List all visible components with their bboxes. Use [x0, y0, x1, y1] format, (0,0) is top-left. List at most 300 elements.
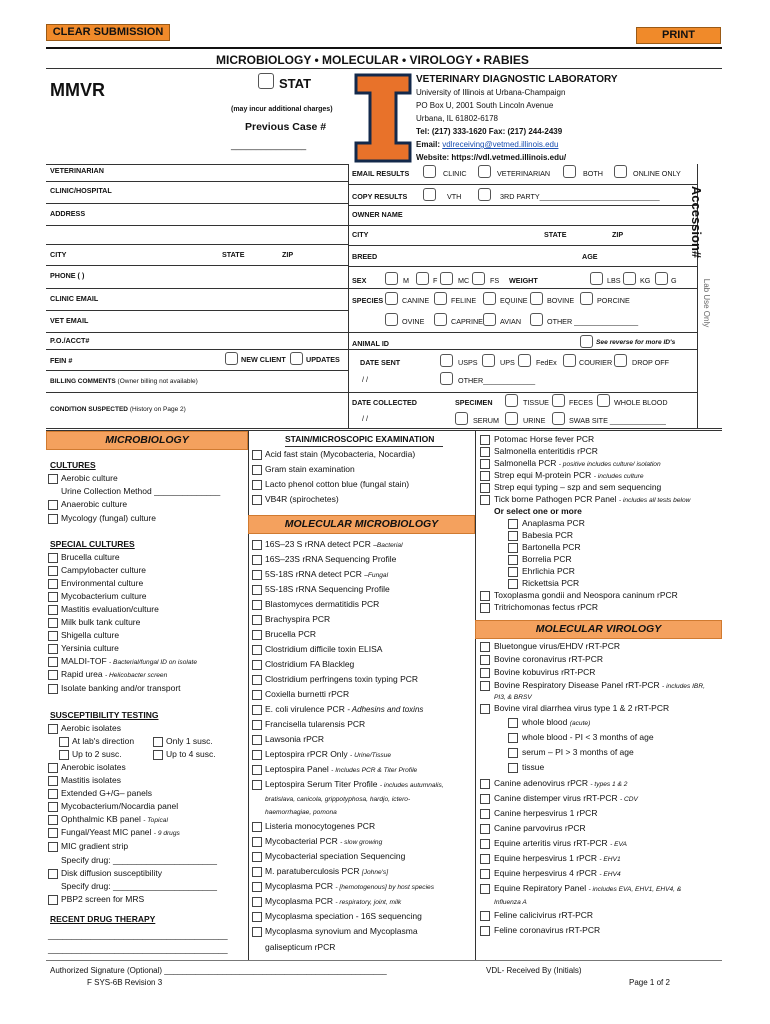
ship-ups-checkbox[interactable]	[482, 354, 495, 367]
leptospira-titer-title: Leptospira Serum Titer Profile	[265, 779, 378, 789]
ehv1-label	[494, 853, 621, 865]
strep-equi-m-checkbox[interactable]	[480, 471, 490, 481]
mycobacterium-panel-checkbox[interactable]	[48, 802, 58, 812]
campylobacter-culture-checkbox[interactable]	[48, 566, 58, 576]
bluetongue-checkbox[interactable]	[480, 642, 490, 652]
ehv1-title: Equine herpesvirus 1 rPCR	[494, 853, 597, 863]
mycobacterium-culture-checkbox[interactable]	[48, 592, 58, 602]
weight-kg-checkbox[interactable]	[623, 272, 636, 285]
ecoli-note: - Adhesins and toxins	[347, 705, 424, 714]
shigella-culture-checkbox[interactable]	[48, 631, 58, 641]
copy-vth-label: VTH	[447, 192, 462, 201]
clostridium-fa-checkbox[interactable]	[252, 660, 262, 670]
lab-address-1: University of Illinois at Urbana-Champaign	[416, 88, 566, 97]
ecoli-title: E. coli virulence PCR	[265, 704, 345, 714]
equine-resp-note-2: Influenza A	[494, 899, 527, 906]
bartonella-label: Bartonella PCR	[522, 542, 581, 552]
billing-comments-title: BILLING COMMENTS	[50, 378, 116, 385]
brd-panel-note: - includes IBR,	[662, 683, 705, 690]
canine-parvo-checkbox[interactable]	[480, 824, 490, 834]
ship-courier-label: COURIER	[579, 358, 613, 367]
brd-panel-title: Bovine Respiratory Disease Panel rRT-PCR	[494, 680, 660, 690]
mic-gradient-checkbox[interactable]	[48, 842, 58, 852]
gram-stain-label: Gram stain examination	[265, 464, 355, 474]
aerobic-culture-label: Aerobic culture	[61, 473, 118, 483]
phone-label: PHONE ( )	[50, 271, 85, 280]
potomac-label: Potomac Horse fever PCR	[494, 434, 595, 444]
sex-label: SEX	[352, 276, 367, 285]
online-only-label: ONLINE ONLY	[633, 169, 681, 178]
leptospira-titer-checkbox[interactable]	[252, 780, 262, 790]
salmonella-ent-checkbox[interactable]	[480, 447, 490, 457]
form-code: MMVR	[50, 80, 105, 100]
equine-arteritis-title: Equine arteritis virus rRT-PCR	[494, 838, 608, 848]
sex-m-checkbox[interactable]	[385, 272, 398, 285]
extended-panels-label: Extended G+/G– panels	[61, 788, 152, 798]
leptospira-panel-title: Leptospira Panel	[265, 764, 329, 774]
clinic-label: CLINIC/HOSPITAL	[50, 186, 112, 195]
clinic-email-label: CLINIC EMAIL	[50, 294, 99, 303]
species-ovine-checkbox[interactable]	[385, 313, 398, 326]
owner-state-label: STATE	[544, 230, 567, 239]
stat-note: (may incur additional charges)	[231, 106, 333, 113]
brachyspira-checkbox[interactable]	[252, 615, 262, 625]
potomac-checkbox[interactable]	[480, 435, 490, 445]
bvd-tissue-checkbox[interactable]	[508, 763, 518, 773]
ehv1-note: - EHV1	[599, 856, 621, 863]
mycoplasma-resp-checkbox[interactable]	[252, 897, 262, 907]
specimen-whole-blood-checkbox[interactable]	[597, 394, 610, 407]
bvd-whole-blood-pi-checkbox[interactable]	[508, 733, 518, 743]
mycobacterial-pcr-title: Mycobacterial PCR	[265, 836, 338, 846]
copy-vth-checkbox[interactable]	[423, 188, 436, 201]
ehrlichia-label: Ehrlichia PCR	[522, 566, 575, 576]
email-results-label: EMAIL RESULTS	[352, 169, 410, 178]
ecoli-label	[265, 704, 423, 715]
5s-detect-note: –Fungal	[364, 572, 389, 579]
microbiology-header: MICROBIOLOGY	[46, 431, 248, 450]
salmonella-pcr-label	[494, 458, 661, 470]
lab-email-label: Email:	[416, 140, 441, 149]
isolate-banking-checkbox[interactable]	[48, 684, 58, 694]
shigella-culture-label: Shigella culture	[61, 630, 120, 640]
date-sent-label: DATE SENT	[360, 358, 401, 367]
equine-arteritis-checkbox[interactable]	[480, 839, 490, 849]
bvd-whole-blood-pi-label: whole blood - PI < 3 months of age	[522, 732, 654, 742]
specimen-urine-checkbox[interactable]	[505, 412, 518, 425]
16s-detect-title: 16S–23 S rRNA detect PCR	[265, 539, 371, 549]
isolate-banking-label: Isolate banking and/or transport	[61, 683, 181, 693]
copy-third-party-label: 3RD PARTY______________________________	[500, 192, 660, 201]
condition-suspected-title: CONDITION SUSPECTED	[50, 406, 129, 413]
salmonella-pcr-note: - positive includes culture/ isolation	[558, 461, 661, 468]
blastomyces-checkbox[interactable]	[252, 600, 262, 610]
bovine-corona-checkbox[interactable]	[480, 655, 490, 665]
up-to-4-susc-label: Up to 4 susc.	[166, 749, 216, 759]
milk-bulk-tank-checkbox[interactable]	[48, 618, 58, 628]
leptospira-titer-label	[265, 779, 444, 791]
age-label: AGE	[582, 252, 598, 261]
specimen-serum-checkbox[interactable]	[455, 412, 468, 425]
molecular-microbiology-header: MOLECULAR MICROBIOLOGY	[248, 515, 475, 534]
brd-panel-label	[494, 680, 705, 692]
mastitis-isolates-checkbox[interactable]	[48, 776, 58, 786]
previous-case-label: Previous Case #	[245, 121, 327, 133]
c-perfringens-label: Clostridium perfringens toxin typing PCR	[265, 674, 419, 684]
species-label: SPECIES	[352, 296, 384, 305]
5s-seq-checkbox[interactable]	[252, 585, 262, 595]
specimen-feces-label: FECES	[569, 398, 593, 407]
canine-distemper-label	[494, 793, 638, 805]
owner-zip-label: ZIP	[612, 230, 624, 239]
email-clinic-checkbox[interactable]	[423, 165, 436, 178]
ehrlichia-checkbox[interactable]	[508, 567, 518, 577]
form-title: MICROBIOLOGY • MOLECULAR • VIROLOGY • RABIES	[216, 53, 529, 67]
feline-calici-checkbox[interactable]	[480, 911, 490, 921]
email-clinic-label: CLINIC	[443, 169, 467, 178]
acid-fast-label: Acid fast stain (Mycobacteria, Nocardia)	[265, 449, 416, 459]
ship-fedex-checkbox[interactable]	[518, 354, 531, 367]
mycobacterial-seq-checkbox[interactable]	[252, 852, 262, 862]
copy-third-party-checkbox[interactable]	[478, 188, 491, 201]
strep-equi-typing-checkbox[interactable]	[480, 483, 490, 493]
gram-stain-checkbox[interactable]	[252, 465, 262, 475]
ship-drop-off-label: DROP OFF	[632, 358, 670, 367]
updates-checkbox[interactable]	[290, 352, 303, 365]
brucella-culture-label: Brucella culture	[61, 552, 120, 562]
disk-diffusion-checkbox[interactable]	[48, 869, 58, 879]
mycoplasma-synov-checkbox[interactable]	[252, 927, 262, 937]
paratuberculosis-note: [Johne's]	[361, 869, 389, 876]
rapid-urea-checkbox[interactable]	[48, 670, 58, 680]
sex-fs-checkbox[interactable]	[472, 272, 485, 285]
print-button[interactable]: PRINT	[636, 27, 721, 44]
email-both-label: BOTH	[583, 169, 603, 178]
mycoplasma-resp-title: Mycoplasma PCR	[265, 896, 334, 906]
species-other-label: OTHER ________________	[547, 317, 639, 326]
leptospira-rpcr-title: Leptospira rPCR Only	[265, 749, 348, 759]
accession-label: Accession#	[689, 185, 705, 259]
ophthalmic-panel-title: Ophthalmic KB panel	[61, 814, 141, 824]
bvd-serum-checkbox[interactable]	[508, 748, 518, 758]
labs-direction-checkbox[interactable]	[59, 737, 69, 747]
ehv4-title: Equine herpesvirus 4 rPCR	[494, 868, 597, 878]
toxoplasma-checkbox[interactable]	[480, 591, 490, 601]
po-acct-label: P.O./ACCT#	[50, 336, 90, 345]
fungal-mic-note: - 9 drugs	[153, 830, 180, 837]
species-canine-label: CANINE	[402, 296, 430, 305]
milk-bulk-tank-label: Milk bulk tank culture	[61, 617, 141, 627]
lacto-phenol-checkbox[interactable]	[252, 480, 262, 490]
brucella-culture-checkbox[interactable]	[48, 553, 58, 563]
mycoplasma-hemo-label	[265, 881, 434, 893]
francisella-checkbox[interactable]	[252, 720, 262, 730]
mastitis-isolates-label: Mastitis isolates	[61, 775, 121, 785]
lab-phone: Tel: (217) 333-1620 Fax: (217) 244-2439	[416, 127, 563, 136]
breed-label: BREED	[352, 252, 378, 261]
tick-borne-note: - includes all tests below	[618, 497, 691, 504]
page-number: Page 1 of 2	[629, 978, 670, 987]
specimen-serum-label: SERUM	[473, 416, 499, 425]
aerobic-isolates-label: Aerobic isolates	[61, 723, 122, 733]
mastitis-culture-checkbox[interactable]	[48, 605, 58, 615]
bvd-serum-label: serum – PI > 3 months of age	[522, 747, 634, 757]
signature-field[interactable]: Authorized Signature (Optional) __________________________________________________	[50, 966, 387, 975]
extended-panels-checkbox[interactable]	[48, 789, 58, 799]
anerobic-isolates-label: Anerobic isolates	[61, 762, 126, 772]
c-difficile-label: Clostridium difficile toxin ELISA	[265, 644, 383, 654]
strep-equi-m-note: - includes culture	[593, 473, 644, 480]
equine-resp-label	[494, 883, 681, 895]
species-porcine-checkbox[interactable]	[580, 292, 593, 305]
zip-label: ZIP	[282, 250, 294, 259]
pbp2-checkbox[interactable]	[48, 895, 58, 905]
campylobacter-culture-label: Campylobacter culture	[61, 565, 147, 575]
listeria-checkbox[interactable]	[252, 822, 262, 832]
bovine-corona-label: Bovine coronavirus rRT-PCR	[494, 654, 603, 664]
yersinia-culture-checkbox[interactable]	[48, 644, 58, 654]
16s-detect-note: –Bacterial	[373, 542, 403, 549]
address-label: ADDRESS	[50, 209, 86, 218]
ehv4-checkbox[interactable]	[480, 869, 490, 879]
maldi-tof-note: - Bacterial/fungal ID on isolate	[109, 659, 197, 666]
16s-detect-label	[265, 539, 403, 551]
mycobacterium-panel-label: Mycobacterium/Nocardia panel	[61, 801, 179, 811]
mycology-culture-checkbox[interactable]	[48, 514, 58, 524]
blastomyces-label: Blastomyces dermatitidis PCR	[265, 599, 380, 609]
canine-distemper-title: Canine distemper virus rRT-PCR	[494, 793, 618, 803]
rickettsia-checkbox[interactable]	[508, 579, 518, 589]
strep-equi-m-label	[494, 470, 644, 482]
mic-drug-field[interactable]: Specify drug: ______________________	[61, 855, 217, 865]
sex-mc-checkbox[interactable]	[440, 272, 453, 285]
salmonella-pcr-title: Salmonella PCR	[494, 458, 557, 468]
canine-parvo-label: Canine parvovirus rPCR	[494, 823, 586, 833]
mycobacterial-pcr-checkbox[interactable]	[252, 837, 262, 847]
bvd-whole-blood-acute-checkbox[interactable]	[508, 718, 518, 728]
ehv4-label	[494, 868, 621, 880]
specimen-whole-blood-label: WHOLE BLOOD	[614, 398, 668, 407]
mycobacterial-seq-label: Mycobacterial speciation Sequencing	[265, 851, 406, 861]
equine-resp-checkbox[interactable]	[480, 884, 490, 894]
up-to-2-susc-checkbox[interactable]	[59, 750, 69, 760]
previous-case-field[interactable]: _______________	[231, 140, 307, 150]
ship-fedex-label: FedEx	[536, 358, 557, 367]
up-to-2-susc-label: Up to 2 susc.	[72, 749, 122, 759]
species-caprine-checkbox[interactable]	[434, 313, 447, 326]
brd-panel-checkbox[interactable]	[480, 681, 490, 691]
rapid-urea-note: - Helicobacter screen	[104, 672, 168, 679]
leptospira-rpcr-note: - Urine/Tissue	[350, 752, 392, 759]
new-client-checkbox[interactable]	[225, 352, 238, 365]
ship-usps-checkbox[interactable]	[440, 354, 453, 367]
date-collected-label: DATE COLLECTED	[352, 398, 417, 407]
mycoplasma-synov-label-2: galisepticum rPCR	[265, 942, 336, 952]
stain-heading: STAIN/MICROSCOPIC EXAMINATION	[285, 434, 435, 444]
specimen-tissue-checkbox[interactable]	[505, 394, 518, 407]
weight-g-checkbox[interactable]	[655, 272, 668, 285]
strep-equi-typing-label: Strep equi typing – szp and sem sequencing	[494, 482, 662, 492]
coxiella-checkbox[interactable]	[252, 690, 262, 700]
environmental-culture-checkbox[interactable]	[48, 579, 58, 589]
ship-ups-label: UPS	[500, 358, 515, 367]
animal-id-label: ANIMAL ID	[352, 339, 390, 348]
cultures-heading: CULTURES	[50, 460, 96, 470]
rapid-urea-title: Rapid urea	[61, 669, 103, 679]
received-by-label: VDL- Received By (Initials)	[486, 966, 582, 975]
disk-drug-field[interactable]: Specify drug: ______________________	[61, 881, 217, 891]
bartonella-checkbox[interactable]	[508, 543, 518, 553]
disk-diffusion-label: Disk diffusion susceptibility	[61, 868, 162, 878]
weight-lbs-checkbox[interactable]	[590, 272, 603, 285]
babesia-checkbox[interactable]	[508, 531, 518, 541]
ophthalmic-panel-checkbox[interactable]	[48, 815, 58, 825]
babesia-label: Babesia PCR	[522, 530, 574, 540]
lab-use-only-label: Lab Use Only	[702, 278, 712, 328]
species-equine-checkbox[interactable]	[483, 292, 496, 305]
weight-kg-label: KG	[640, 276, 651, 285]
species-other-checkbox[interactable]	[530, 313, 543, 326]
specimen-swab-checkbox[interactable]	[552, 412, 565, 425]
c-difficile-checkbox[interactable]	[252, 645, 262, 655]
ship-other-label: OTHER_____________	[458, 376, 536, 385]
recent-drug-line-2[interactable]: ______________________________________	[48, 944, 228, 954]
specimen-urine-label: URINE	[523, 416, 546, 425]
species-equine-label: EQUINE	[500, 296, 528, 305]
pbp2-label: PBP2 screen for MRS	[61, 894, 145, 904]
bvd-whole-blood-acute-note: (acute)	[569, 720, 591, 727]
c-perfringens-checkbox[interactable]	[252, 675, 262, 685]
species-feline-checkbox[interactable]	[434, 292, 447, 305]
leptospira-rpcr-label	[265, 749, 391, 761]
canine-adeno-checkbox[interactable]	[480, 779, 490, 789]
ship-drop-off-checkbox[interactable]	[614, 354, 627, 367]
labs-direction-label: At lab's direction	[72, 736, 135, 746]
anaplasma-checkbox[interactable]	[508, 519, 518, 529]
anerobic-isolates-checkbox[interactable]	[48, 763, 58, 773]
see-reverse-checkbox[interactable]	[580, 335, 593, 348]
aerobic-culture-checkbox[interactable]	[48, 474, 58, 484]
lawsonia-checkbox[interactable]	[252, 735, 262, 745]
clear-submission-button[interactable]: CLEAR SUBMISSION	[46, 24, 170, 41]
stat-checkbox[interactable]	[258, 73, 274, 89]
bovine-kobu-checkbox[interactable]	[480, 668, 490, 678]
16s-detect-checkbox[interactable]	[252, 540, 262, 550]
lab-email-link[interactable]: vdlreceiving@vetmed.illinois.edu	[442, 140, 559, 149]
lab-address-3: Urbana, IL 61802-6178	[416, 114, 498, 123]
weight-g-label: G	[671, 276, 677, 285]
sex-f-label: F	[433, 276, 438, 285]
paratuberculosis-checkbox[interactable]	[252, 867, 262, 877]
leptospira-titer-note-2: bratislava, canicola, grippotyphosa, hardjo, ictero-	[265, 796, 411, 803]
online-only-checkbox[interactable]	[614, 165, 627, 178]
feline-corona-checkbox[interactable]	[480, 926, 490, 936]
species-bovine-checkbox[interactable]	[530, 292, 543, 305]
ship-courier-checkbox[interactable]	[563, 354, 576, 367]
equine-resp-title: Equine Repiratory Panel	[494, 883, 587, 893]
ehv1-checkbox[interactable]	[480, 854, 490, 864]
city-label: CITY	[50, 250, 67, 259]
mycobacterial-pcr-label	[265, 836, 382, 848]
susceptibility-heading: SUSCEPTIBILITY TESTING	[50, 710, 159, 720]
canine-herpes-checkbox[interactable]	[480, 809, 490, 819]
anaerobic-culture-checkbox[interactable]	[48, 500, 58, 510]
tick-borne-checkbox[interactable]	[480, 495, 490, 505]
specimen-tissue-label: TISSUE	[523, 398, 549, 407]
mycoplasma-hemo-note: - [hemotogenous] by host species	[335, 884, 435, 891]
university-logo	[352, 73, 414, 163]
bvd-whole-blood-acute-title: whole blood	[522, 717, 568, 727]
mycology-culture-label: Mycology (fungal) culture	[61, 513, 156, 523]
vb4r-checkbox[interactable]	[252, 495, 262, 505]
borrelia-checkbox[interactable]	[508, 555, 518, 565]
date-sent-value[interactable]: / /	[362, 375, 368, 384]
5s-detect-checkbox[interactable]	[252, 570, 262, 580]
ship-other-checkbox[interactable]	[440, 372, 453, 385]
fungal-mic-checkbox[interactable]	[48, 828, 58, 838]
bovine-kobu-label: Bovine kobuvirus rRT-PCR	[494, 667, 596, 677]
recent-drug-line-1[interactable]: ______________________________________	[48, 930, 228, 940]
up-to-4-susc-checkbox[interactable]	[153, 750, 163, 760]
condition-suspected-note: (History on Page 2)	[129, 406, 186, 413]
canine-distemper-checkbox[interactable]	[480, 794, 490, 804]
fungal-mic-title: Fungal/Yeast MIC panel	[61, 827, 152, 837]
leptospira-panel-checkbox[interactable]	[252, 765, 262, 775]
leptospira-panel-label	[265, 764, 417, 776]
sex-f-checkbox[interactable]	[416, 272, 429, 285]
rickettsia-label: Rickettsia PCR	[522, 578, 580, 588]
brucella-pcr-checkbox[interactable]	[252, 630, 262, 640]
clostridium-fa-label: Clostridium FA Blackleg	[265, 659, 355, 669]
urine-collection-method[interactable]: Urine Collection Method ______________	[61, 486, 221, 496]
specimen-feces-checkbox[interactable]	[552, 394, 565, 407]
lacto-phenol-label: Lacto phenol cotton blue (fungal stain)	[265, 479, 410, 489]
brucella-pcr-label: Brucella PCR	[265, 629, 317, 639]
tick-borne-label	[494, 494, 690, 506]
date-collected-value[interactable]: / /	[362, 414, 368, 423]
email-vet-checkbox[interactable]	[478, 165, 491, 178]
tick-borne-title: Tick borne Pathogen PCR Panel	[494, 494, 617, 504]
salmonella-pcr-checkbox[interactable]	[480, 459, 490, 469]
lab-address-2: PO Box U, 2001 South Lincoln Avenue	[416, 101, 554, 110]
5s-seq-label: 5S-18S rRNA Sequencing Profile	[265, 584, 390, 594]
mycoplasma-spec-label: Mycoplasma speciation - 16S sequencing	[265, 911, 422, 921]
lab-name: VETERINARY DIAGNOSTIC LABORATORY	[416, 74, 618, 85]
16s-seq-checkbox[interactable]	[252, 555, 262, 565]
only-1-susc-label: Only 1 susc.	[166, 736, 213, 746]
ecoli-checkbox[interactable]	[252, 705, 262, 715]
bvd-checkbox[interactable]	[480, 704, 490, 714]
borrelia-label: Borrelia PCR	[522, 554, 572, 564]
mycoplasma-hemo-checkbox[interactable]	[252, 882, 262, 892]
aerobic-isolates-checkbox[interactable]	[48, 724, 58, 734]
email-both-checkbox[interactable]	[563, 165, 576, 178]
only-1-susc-checkbox[interactable]	[153, 737, 163, 747]
veterinarian-label: VETERINARIAN	[50, 166, 104, 175]
strep-equi-m-title: Strep equi M-protein PCR	[494, 470, 592, 480]
5s-detect-label	[265, 569, 388, 581]
weight-label: WEIGHT	[509, 276, 538, 285]
mastitis-culture-label: Mastitis evaluation/culture	[61, 604, 159, 614]
maldi-tof-checkbox[interactable]	[48, 657, 58, 667]
anaplasma-label: Anaplasma PCR	[522, 518, 585, 528]
acid-fast-checkbox[interactable]	[252, 450, 262, 460]
species-canine-checkbox[interactable]	[385, 292, 398, 305]
leptospira-rpcr-checkbox[interactable]	[252, 750, 262, 760]
mycoplasma-spec-checkbox[interactable]	[252, 912, 262, 922]
species-avian-checkbox[interactable]	[483, 313, 496, 326]
tritrichomonas-checkbox[interactable]	[480, 603, 490, 613]
